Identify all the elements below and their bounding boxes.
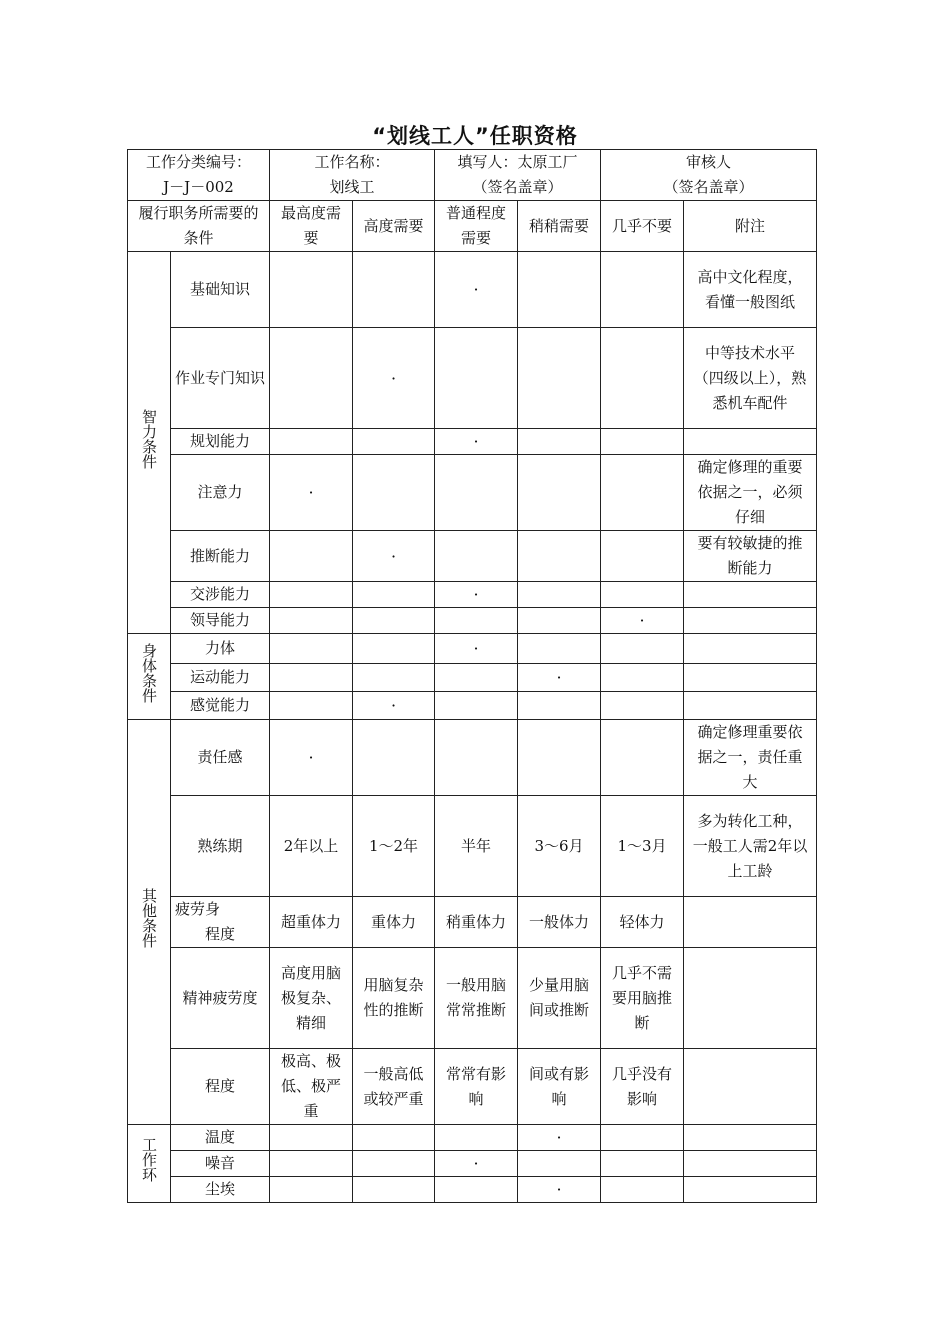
table-row: [128, 634, 817, 664]
table-row: [128, 328, 817, 429]
group-intellect: 智力条件: [128, 252, 171, 634]
fatigue-value: 轻体力: [601, 897, 684, 948]
table-row: [128, 531, 817, 582]
fatigue-value: 一般体力: [518, 897, 601, 948]
row-label: 熟练期: [171, 796, 270, 897]
level-mark: ·: [601, 608, 684, 634]
row-label: 规划能力: [171, 429, 270, 455]
row-note: 确定修理的重要依据之一，必须仔细: [684, 455, 817, 531]
col-note: 附注: [684, 201, 817, 252]
col-none: 几乎不要: [601, 201, 684, 252]
filler-label: 填写人：太原工厂: [457, 153, 578, 171]
col-highest: 最高度需要: [270, 201, 353, 252]
header-row: [128, 150, 817, 201]
mental-value: 少量用脑间或推断: [518, 948, 601, 1049]
reviewer-cell: [601, 150, 817, 201]
proficiency-value: 1～2年: [353, 796, 435, 897]
level-mark: ·: [270, 455, 353, 531]
mental-value: 一般用脑常常推断: [435, 948, 518, 1049]
row-note: 高中文化程度，看懂一般图纸: [684, 252, 817, 328]
table-row: [128, 720, 817, 796]
row-label: 责任感: [171, 720, 270, 796]
row-label: 精神疲劳度: [171, 948, 270, 1049]
row-label: 噪音: [171, 1151, 270, 1177]
row-label: [171, 897, 270, 948]
col-slight: 稍稍需要: [518, 201, 601, 252]
job-code-label: 工作分类编号：: [146, 153, 252, 171]
reviewer-sign: （签名盖章）: [663, 178, 754, 196]
job-code-cell: [128, 150, 270, 201]
mental-value: 几乎不需要用脑推断: [601, 948, 684, 1049]
level-mark: ·: [518, 1177, 601, 1203]
row-label: 尘埃: [171, 1177, 270, 1203]
degree-value: 一般高低或较严重: [353, 1049, 435, 1125]
row-label: 注意力: [171, 455, 270, 531]
level-mark: ·: [435, 634, 518, 664]
table-row: [128, 252, 817, 328]
row-label: 领导能力: [171, 608, 270, 634]
table-row: [128, 582, 817, 608]
degree-value: 极高、极低、极严重: [270, 1049, 353, 1125]
degree-value: 常常有影响: [435, 1049, 518, 1125]
job-name-cell: [270, 150, 435, 201]
row-label: 感觉能力: [171, 692, 270, 720]
row-label: 基础知识: [171, 252, 270, 328]
row-label: 力体: [171, 634, 270, 664]
degree-value: 几乎没有影响: [601, 1049, 684, 1125]
level-mark: ·: [518, 664, 601, 692]
row-label: 运动能力: [171, 664, 270, 692]
page-title: “划线工人”任职资格: [372, 124, 578, 148]
row-label: 推断能力: [171, 531, 270, 582]
level-mark: ·: [435, 252, 518, 328]
level-mark: ·: [353, 692, 435, 720]
table-row: [128, 948, 817, 1049]
job-name-value: 划线工: [329, 178, 375, 196]
row-note: 中等技术水平（四级以上），熟悉机车配件: [684, 328, 817, 429]
table-row: [128, 1049, 817, 1125]
fatigue-value: 稍重体力: [435, 897, 518, 948]
mental-value: 用脑复杂性的推断: [353, 948, 435, 1049]
row-note: 要有较敏捷的推断能力: [684, 531, 817, 582]
table-row: [128, 664, 817, 692]
job-code-value: J－J－002: [163, 178, 234, 196]
proficiency-value: 2年以上: [270, 796, 353, 897]
level-mark: ·: [353, 328, 435, 429]
table-row: [128, 796, 817, 897]
table-row: [128, 1177, 817, 1203]
table-row: [128, 692, 817, 720]
level-mark: ·: [435, 582, 518, 608]
level-mark: ·: [518, 1125, 601, 1151]
level-mark: ·: [270, 720, 353, 796]
table-row: [128, 455, 817, 531]
table-row: [128, 608, 817, 634]
level-mark: ·: [435, 1151, 518, 1177]
col-high: 高度需要: [353, 201, 435, 252]
fatigue-value: 超重体力: [270, 897, 353, 948]
row-label: 交涉能力: [171, 582, 270, 608]
job-name-label: 工作名称：: [314, 153, 390, 171]
level-mark: ·: [435, 429, 518, 455]
col-condition: 履行职务所需要的条件: [128, 201, 270, 252]
filler-cell: [435, 150, 601, 201]
column-header-row: [128, 201, 817, 252]
reviewer-label: 审核人: [686, 153, 732, 171]
table-row: [128, 429, 817, 455]
physical-fatigue-label-top: 疲劳身: [175, 900, 221, 918]
row-label: 温度: [171, 1125, 270, 1151]
filler-sign: （签名盖章）: [472, 178, 563, 196]
degree-value: 间或有影响: [518, 1049, 601, 1125]
row-note: 多为转化工种，一般工人需2年以上工龄: [684, 796, 817, 897]
fatigue-value: 重体力: [353, 897, 435, 948]
row-label: 作业专门知识: [171, 328, 270, 429]
group-other: 其他条件: [128, 720, 171, 1125]
physical-fatigue-label-bottom: 程度: [205, 925, 236, 943]
level-mark: ·: [353, 531, 435, 582]
proficiency-value: 1～3月: [601, 796, 684, 897]
row-label: 程度: [171, 1049, 270, 1125]
table-row: [128, 1151, 817, 1177]
proficiency-value: 半年: [435, 796, 518, 897]
row-note: 确定修理重要依据之一，责任重大: [684, 720, 817, 796]
table-row: [128, 897, 817, 948]
proficiency-value: 3～6月: [518, 796, 601, 897]
mental-value: 高度用脑极复杂、精细: [270, 948, 353, 1049]
group-environment: 工作环: [128, 1125, 171, 1203]
qualification-table: [127, 149, 817, 1203]
group-body: 身体条件: [128, 634, 171, 720]
col-normal: 普通程度需要: [435, 201, 518, 252]
table-row: [128, 1125, 817, 1151]
